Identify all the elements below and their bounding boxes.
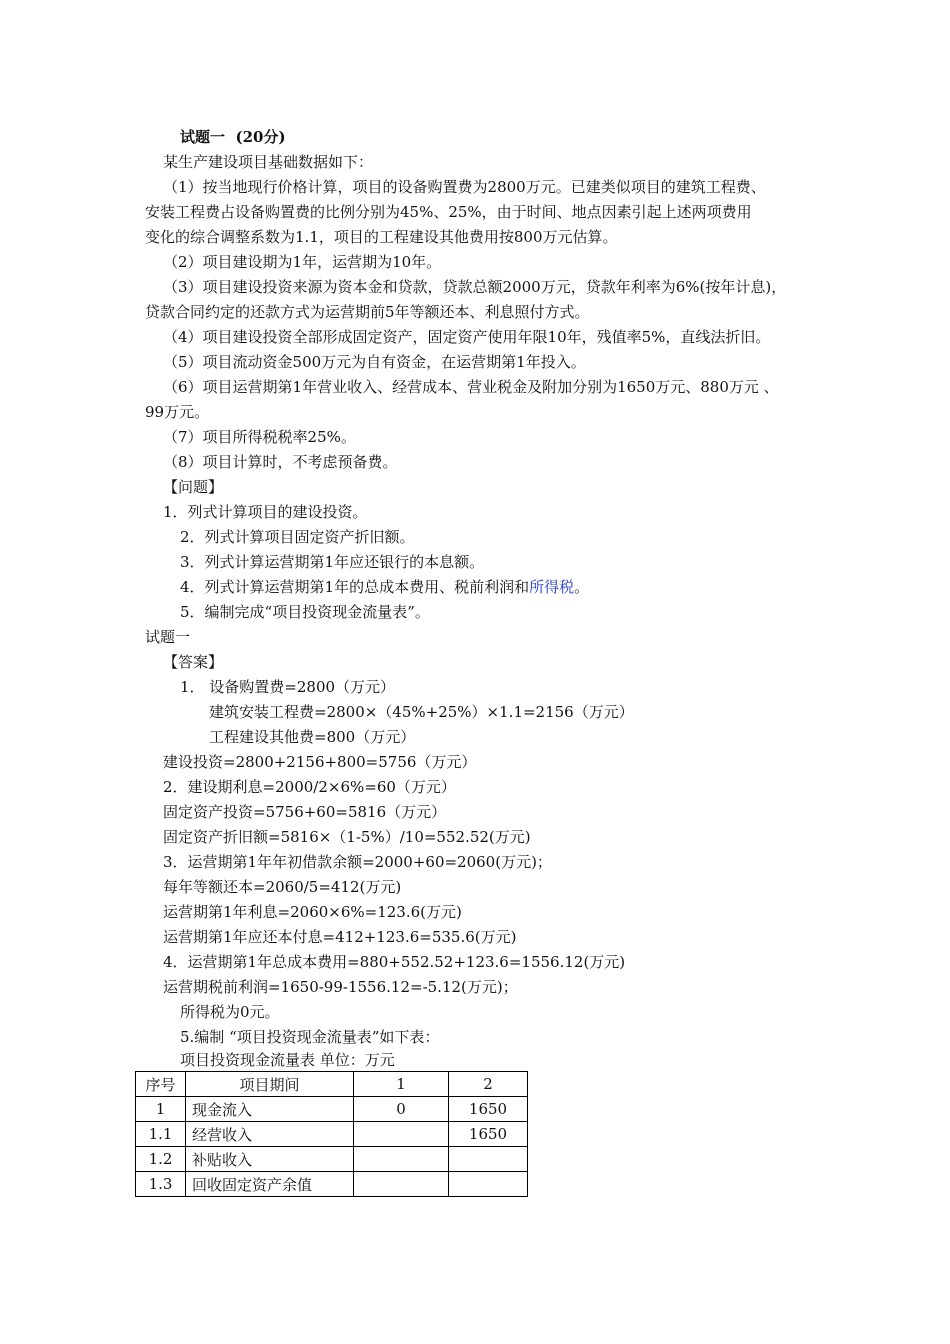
question-1: 1．列式计算项目的建设投资。 [163, 503, 368, 521]
question-3: 3．列式计算运营期第1年应还银行的本息额。 [180, 553, 485, 571]
header-cell-year-2: 2 [449, 1072, 528, 1097]
condition-1-line-2: 安装工程费占设备购置费的比例分别为45%、25%，由于时间、地点因素引起上述两项费用 [145, 203, 752, 221]
exam-score: (20分) [235, 128, 286, 146]
table-cell [449, 1147, 528, 1172]
header-cell-item: 项目期间 [186, 1072, 354, 1097]
answer-section-title: 试题一 [145, 628, 191, 646]
table-cell [354, 1122, 449, 1147]
table-cell: 补贴收入 [186, 1147, 354, 1172]
table-cell: 1.2 [136, 1147, 186, 1172]
exam-title: 试题一 [180, 128, 226, 146]
table-cell: 现金流入 [186, 1097, 354, 1122]
cash-flow-table [135, 1071, 528, 1197]
question-4-end: 。 [574, 578, 590, 596]
condition-1-line-3: 变化的综合调整系数为1.1，项目的工程建设其他费用按800万元估算。 [145, 228, 618, 246]
answers-header: 【答案】 [163, 653, 224, 671]
answer-1-line-3: 工程建设其他费=800（万元） [209, 728, 416, 746]
answer-1-line-1: 1． 设备购置费=2800（万元） [180, 678, 396, 696]
questions-header: 【问题】 [163, 478, 224, 496]
header-cell-year-1: 1 [354, 1072, 449, 1097]
question-4 [180, 577, 589, 597]
answer-4-line-1: 4．运营期第1年总成本费用=880+552.52+123.6=1556.12(万元) [163, 953, 626, 971]
condition-1-line-1: （1）按当地现行价格计算，项目的设备购置费为2800万元。已建类似项目的建筑工程费、 [163, 178, 766, 196]
answer-3-line-3: 运营期第1年利息=2060×6%=123.6(万元) [163, 903, 462, 921]
intro-text: 某生产建设项目基础数据如下： [163, 153, 374, 171]
condition-3-line-1: （3）项目建设投资来源为资本金和贷款，贷款总额2000万元，贷款年利率为6%(按年计息)， [163, 278, 787, 296]
condition-5: （5）项目流动资金500万元为自有资金，在运营期第1年投入。 [163, 353, 586, 371]
table-cell: 0 [354, 1097, 449, 1122]
answer-1-line-4: 建设投资=2800+2156+800=5756（万元） [163, 753, 477, 771]
table-caption: 项目投资现金流量表 单位：万元 [180, 1051, 395, 1069]
condition-3-line-2: 贷款合同约定的还款方式为运营期前5年等额还本、利息照付方式。 [145, 303, 590, 321]
answer-2-line-2: 固定资产投资=5756+60=5816（万元） [163, 803, 447, 821]
answer-3-line-1: 3．运营期第1年年初借款余额=2000+60=2060(万元)； [163, 853, 552, 871]
table-row [136, 1172, 528, 1197]
table-cell: 经营收入 [186, 1122, 354, 1147]
answer-1-line-2: 建筑安装工程费=2800×（45%+25%）×1.1=2156（万元） [209, 703, 634, 721]
table-header-row [136, 1072, 528, 1097]
condition-7: （7）项目所得税税率25%。 [163, 428, 356, 446]
condition-6-line-1: （6）项目运营期第1年营业收入、经营成本、营业税金及附加分别为1650万元、880万元 、 [163, 378, 779, 396]
table-row [136, 1097, 528, 1122]
table-cell: 回收固定资产余值 [186, 1172, 354, 1197]
table-cell [449, 1172, 528, 1197]
answer-3-line-4: 运营期第1年应还本付息=412+123.6=535.6(万元) [163, 928, 517, 946]
answer-2-line-3: 固定资产折旧额=5816×（1-5%）/10=552.52(万元) [163, 828, 531, 846]
question-5: 5．编制完成“项目投资现金流量表”。 [180, 603, 430, 621]
header-cell-seq: 序号 [136, 1072, 186, 1097]
table-cell: 1 [136, 1097, 186, 1122]
income-tax-link[interactable]: 所得税 [529, 578, 575, 596]
exam-heading [180, 127, 286, 147]
table-cell: 1650 [449, 1097, 528, 1122]
question-2: 2．列式计算项目固定资产折旧额。 [180, 528, 415, 546]
condition-8: （8）项目计算时，不考虑预备费。 [163, 453, 398, 471]
table-cell: 1.3 [136, 1172, 186, 1197]
condition-2: （2）项目建设期为1年，运营期为10年。 [163, 253, 442, 271]
question-4-text: 4．列式计算运营期第1年的总成本费用、税前利润和 [180, 578, 530, 596]
answer-3-line-2: 每年等额还本=2060/5=412(万元) [163, 878, 402, 896]
answer-4-line-3: 所得税为0元。 [180, 1003, 280, 1021]
condition-4: （4）项目建设投资全部形成固定资产，固定资产使用年限10年，残值率5%，直线法折旧。 [163, 328, 771, 346]
table-cell: 1.1 [136, 1122, 186, 1147]
answer-5-line-1: 5.编制 “项目投资现金流量表”如下表： [180, 1028, 440, 1046]
table-row [136, 1147, 528, 1172]
answer-2-line-1: 2．建设期利息=2000/2×6%=60（万元） [163, 778, 456, 796]
condition-6-line-2: 99万元。 [145, 403, 210, 421]
table-row [136, 1122, 528, 1147]
table-cell: 1650 [449, 1122, 528, 1147]
table-cell [354, 1172, 449, 1197]
table-cell [354, 1147, 449, 1172]
answer-4-line-2: 运营期税前利润=1650-99-1556.12=-5.12(万元)； [163, 978, 518, 996]
